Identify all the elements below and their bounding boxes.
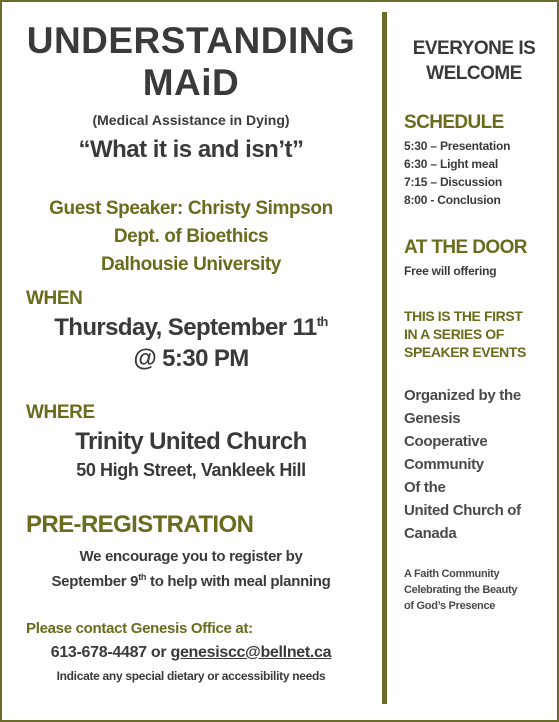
welcome-line-2: WELCOME [426,63,522,84]
faith-community-block [404,566,517,614]
main-column [2,2,380,722]
prereg-line-1: We encourage you to register by [79,548,303,565]
event-date [2,314,380,342]
event-date-text: Thursday, September 11 [54,314,317,341]
tagline: “What it is and isn’t” [78,136,304,163]
speaker-university: Dalhousie University [101,254,281,275]
email-link[interactable]: genesiscc@bellnet.ca [170,644,332,661]
schedule-item: 7:15 – Discussion [404,175,502,189]
organizer-line: Cooperative [404,433,488,450]
organizer-line: United Church of [404,502,521,519]
when-heading: WHEN [26,288,83,309]
faith-line: Celebrating the Beauty [404,584,518,596]
contact-line [2,644,380,662]
prereg-heading: PRE-REGISTRATION [26,511,254,538]
first-series-line: THIS IS THE FIRST [404,308,523,324]
title-line-2: MAiD [142,62,240,103]
speaker-dept: Dept. of Bioethics [113,226,269,247]
schedule-heading: SCHEDULE [404,112,504,133]
schedule-item: 8:00 - Conclusion [404,193,501,207]
organizer-line: Organized by the [404,387,521,404]
prereg-line-2 [2,573,380,590]
organizer-line: Of the [404,479,446,496]
welcome-banner [394,36,554,86]
welcome-line-1: EVERYONE IS [412,38,536,59]
prereg-date-suffix: th [138,572,147,582]
first-series-line: SPEAKER EVENTS [404,344,526,360]
sidebar-column [394,2,554,722]
first-series-note [404,307,526,361]
organizer-line: Genesis [404,410,461,427]
prereg-purpose: to help with meal planning [146,573,331,590]
schedule-item: 6:30 – Light meal [404,157,498,171]
title-line-1: UNDERSTANDING [26,20,356,61]
subtitle: (Medical Assistance in Dying) [92,112,290,128]
venue-name: Trinity United Church [75,428,307,455]
faith-line: A Faith Community [404,568,500,580]
organizer-line: Canada [404,525,457,542]
event-date-suffix: th [316,314,328,329]
first-series-line: IN A SERIES OF [404,326,504,342]
phone-number: 613-678-4487 or [50,644,171,661]
prereg-date: September 9 [51,573,139,590]
event-time: @ 5:30 PM [133,345,249,372]
where-heading: WHERE [26,402,95,423]
speaker-name: Guest Speaker: Christy Simpson [49,198,333,219]
contact-heading: Please contact Genesis Office at: [26,620,253,637]
schedule-item: 5:30 – Presentation [404,139,511,153]
vertical-divider [382,12,387,704]
faith-line: of God’s Presence [404,600,496,612]
organizer-block [404,384,521,545]
organizer-line: Community [404,456,484,473]
dietary-note: Indicate any special dietary or accessibility needs [56,669,326,683]
door-text: Free will offering [404,264,497,278]
venue-address: 50 High Street, Vankleek Hill [76,460,306,480]
door-heading: AT THE DOOR [404,237,527,258]
